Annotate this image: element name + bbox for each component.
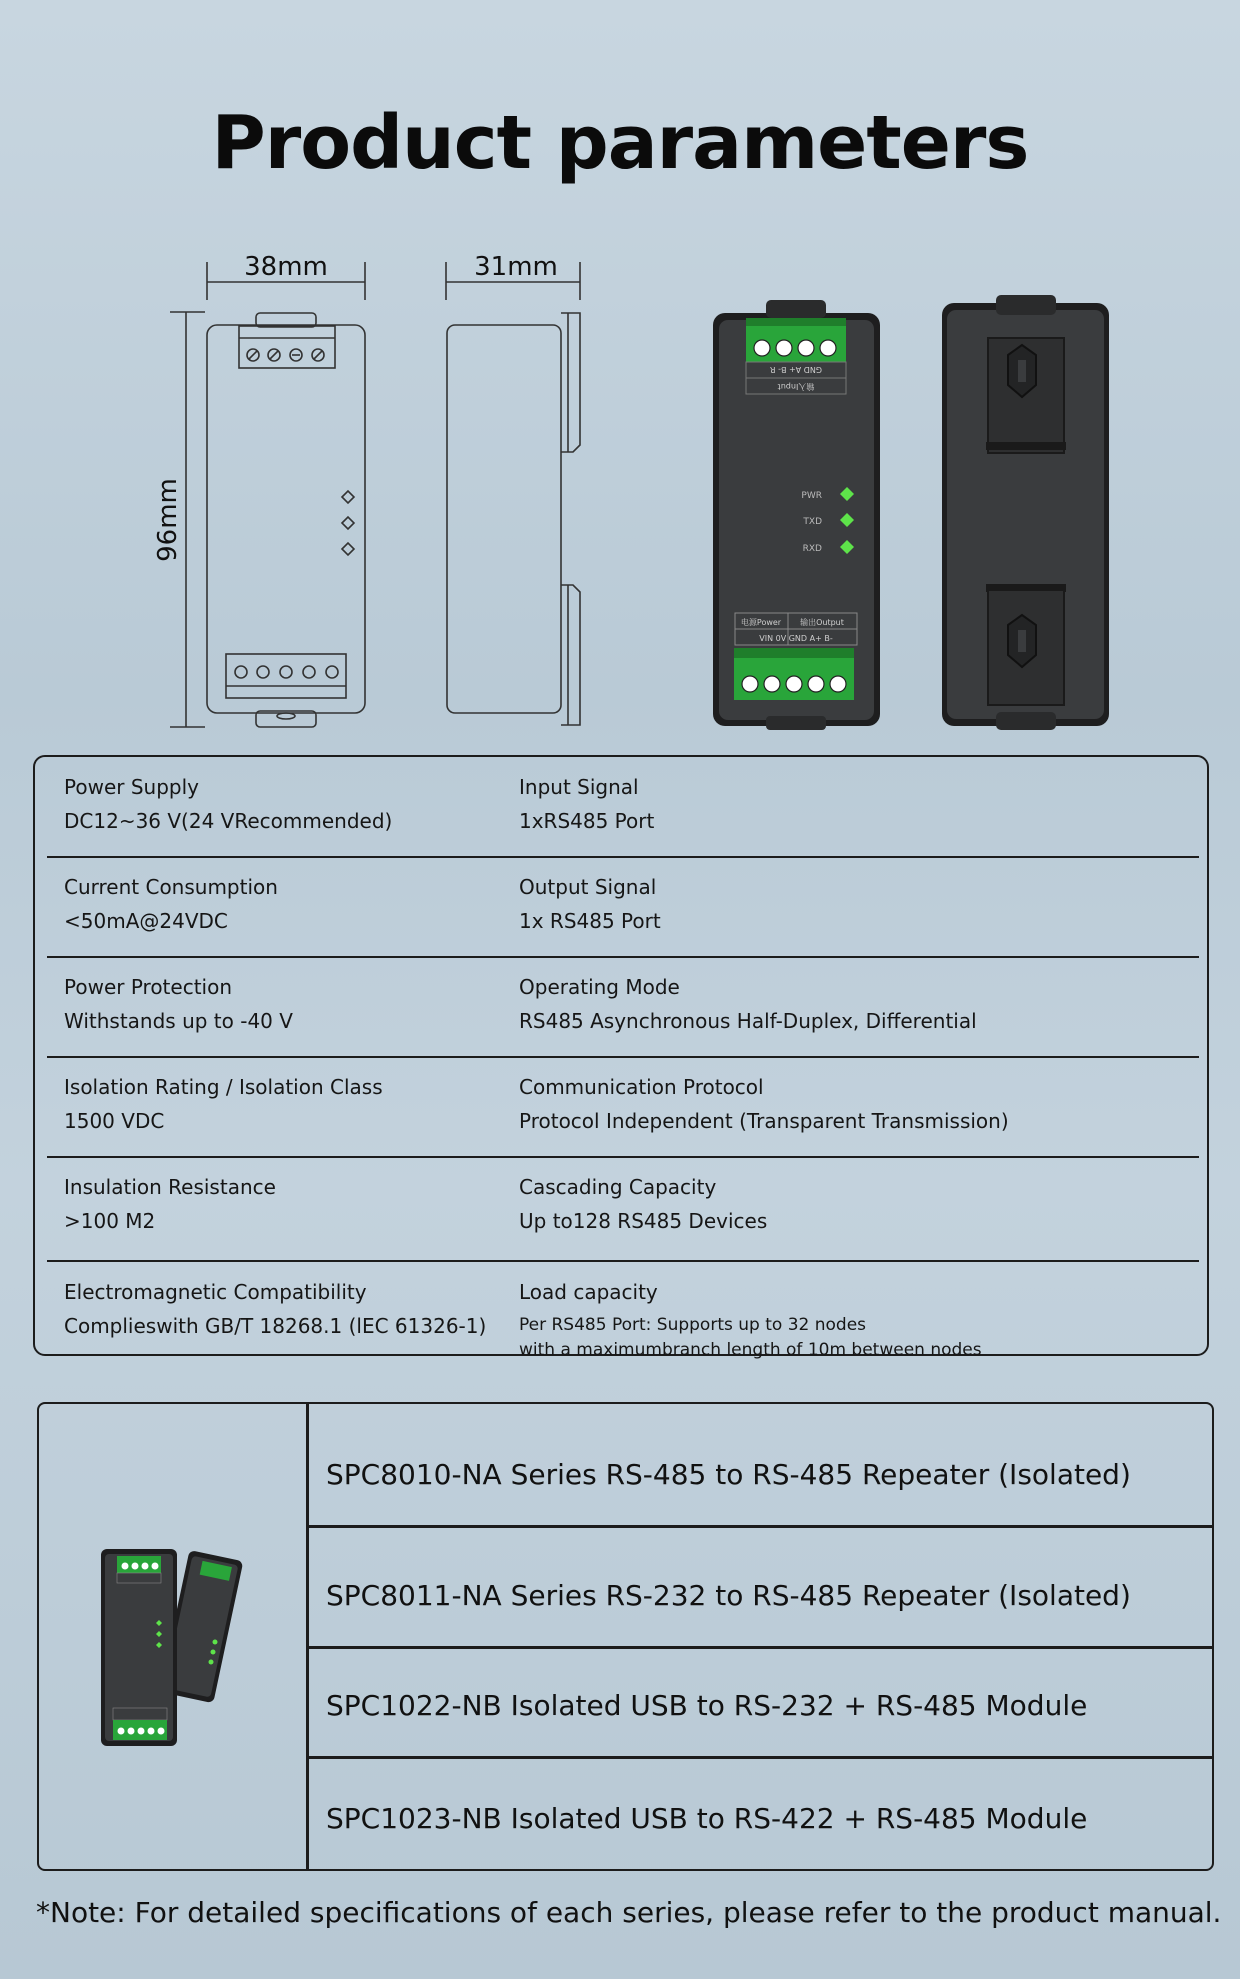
back-product-render: [942, 295, 1109, 730]
spec-label: Load capacity: [519, 1280, 658, 1304]
series-product-image: [39, 1404, 309, 1869]
pwr-led-label: PWR: [801, 491, 822, 501]
spec-value: Complieswith GB/T 18268.1 (lEC 61326-1): [64, 1314, 487, 1338]
spec-row: [47, 757, 1199, 858]
product-thumbnail-front: [101, 1549, 177, 1746]
spec-value-line: with a maximumbranch length of 10m between nodes: [519, 1340, 982, 1360]
width-dimension-label: 38mm: [244, 252, 328, 282]
spec-value: 1x RS485 Port: [519, 909, 661, 933]
spec-label: Power Protection: [64, 975, 233, 999]
series-list: [37, 1402, 1214, 1871]
input-label: 输入Input: [777, 382, 815, 391]
spec-label: Output Signal: [519, 875, 657, 899]
spec-row: [47, 957, 1199, 1058]
power-header-label: 电源Power: [740, 618, 782, 627]
spec-value: RS485 Asynchronous Half-Duplex, Differential: [519, 1009, 977, 1033]
footnote: *Note: For detailed specifications of each series, please refer to the product manual.: [36, 1896, 1222, 1929]
spec-label: Electromagnetic Compatibility: [64, 1280, 367, 1304]
spec-label: Input Signal: [519, 775, 639, 799]
page-title: Product parameters: [211, 100, 1029, 186]
spec-value: [519, 1313, 982, 1363]
series-item: [309, 1649, 1212, 1759]
output-pin-labels: VIN 0V GND A+ B-: [759, 634, 833, 643]
spec-label: Current Consumption: [64, 875, 278, 899]
input-pin-header: GND A+ B- R: [769, 365, 823, 374]
spec-value: <50mA@24VDC: [64, 909, 228, 933]
spec-label: Insulation Resistance: [64, 1175, 276, 1199]
depth-dimension-label: 31mm: [474, 252, 558, 282]
spec-row: [47, 1157, 1199, 1262]
spec-label: Operating Mode: [519, 975, 680, 999]
spec-value-line: Per RS485 Port: Supports up to 32 nodes: [519, 1315, 867, 1335]
spec-value: >100 M2: [64, 1209, 156, 1233]
spec-value: Withstands up to -40 V: [64, 1009, 293, 1033]
spec-value: Up to128 RS485 Devices: [519, 1209, 768, 1233]
height-dimension-label: 96mm: [153, 478, 183, 562]
txd-led-label: TXD: [803, 517, 822, 527]
series-item: [309, 1404, 1212, 1528]
spec-value: 1500 VDC: [64, 1109, 165, 1133]
spec-label: Power Supply: [64, 775, 199, 799]
spec-row: [47, 1262, 1199, 1361]
series-item-label: SPC1023-NB Isolated USB to RS-422 + RS-485 Module: [326, 1802, 1088, 1835]
series-item-label: SPC1022-NB Isolated USB to RS-232 + RS-485 Module: [326, 1689, 1088, 1722]
product-dimension-diagram: [0, 240, 1240, 740]
side-outline-drawing: [446, 262, 580, 725]
specification-table: [33, 755, 1209, 1360]
spec-row: [47, 857, 1199, 958]
series-item-label: SPC8010-NA Series RS-485 to RS-485 Repeater (Isolated): [326, 1458, 1131, 1491]
front-product-render: [713, 300, 880, 730]
spec-value: Protocol Independent (Transparent Transmission): [519, 1109, 1009, 1133]
spec-label: Isolation Rating / Isolation Class: [64, 1075, 383, 1099]
series-item-label: SPC8011-NA Series RS-232 to RS-485 Repeater (Isolated): [326, 1579, 1131, 1612]
spec-value: DC12~36 V(24 VRecommended): [64, 809, 393, 833]
spec-value: 1xRS485 Port: [519, 809, 655, 833]
series-item: [309, 1759, 1212, 1869]
spec-label: Cascading Capacity: [519, 1175, 717, 1199]
front-outline-drawing: [170, 262, 365, 727]
output-header-label: 输出Output: [800, 618, 844, 627]
spec-row: [47, 1057, 1199, 1158]
spec-label: Communication Protocol: [519, 1075, 764, 1099]
series-item: [309, 1528, 1212, 1649]
rxd-led-label: RXD: [802, 544, 822, 554]
